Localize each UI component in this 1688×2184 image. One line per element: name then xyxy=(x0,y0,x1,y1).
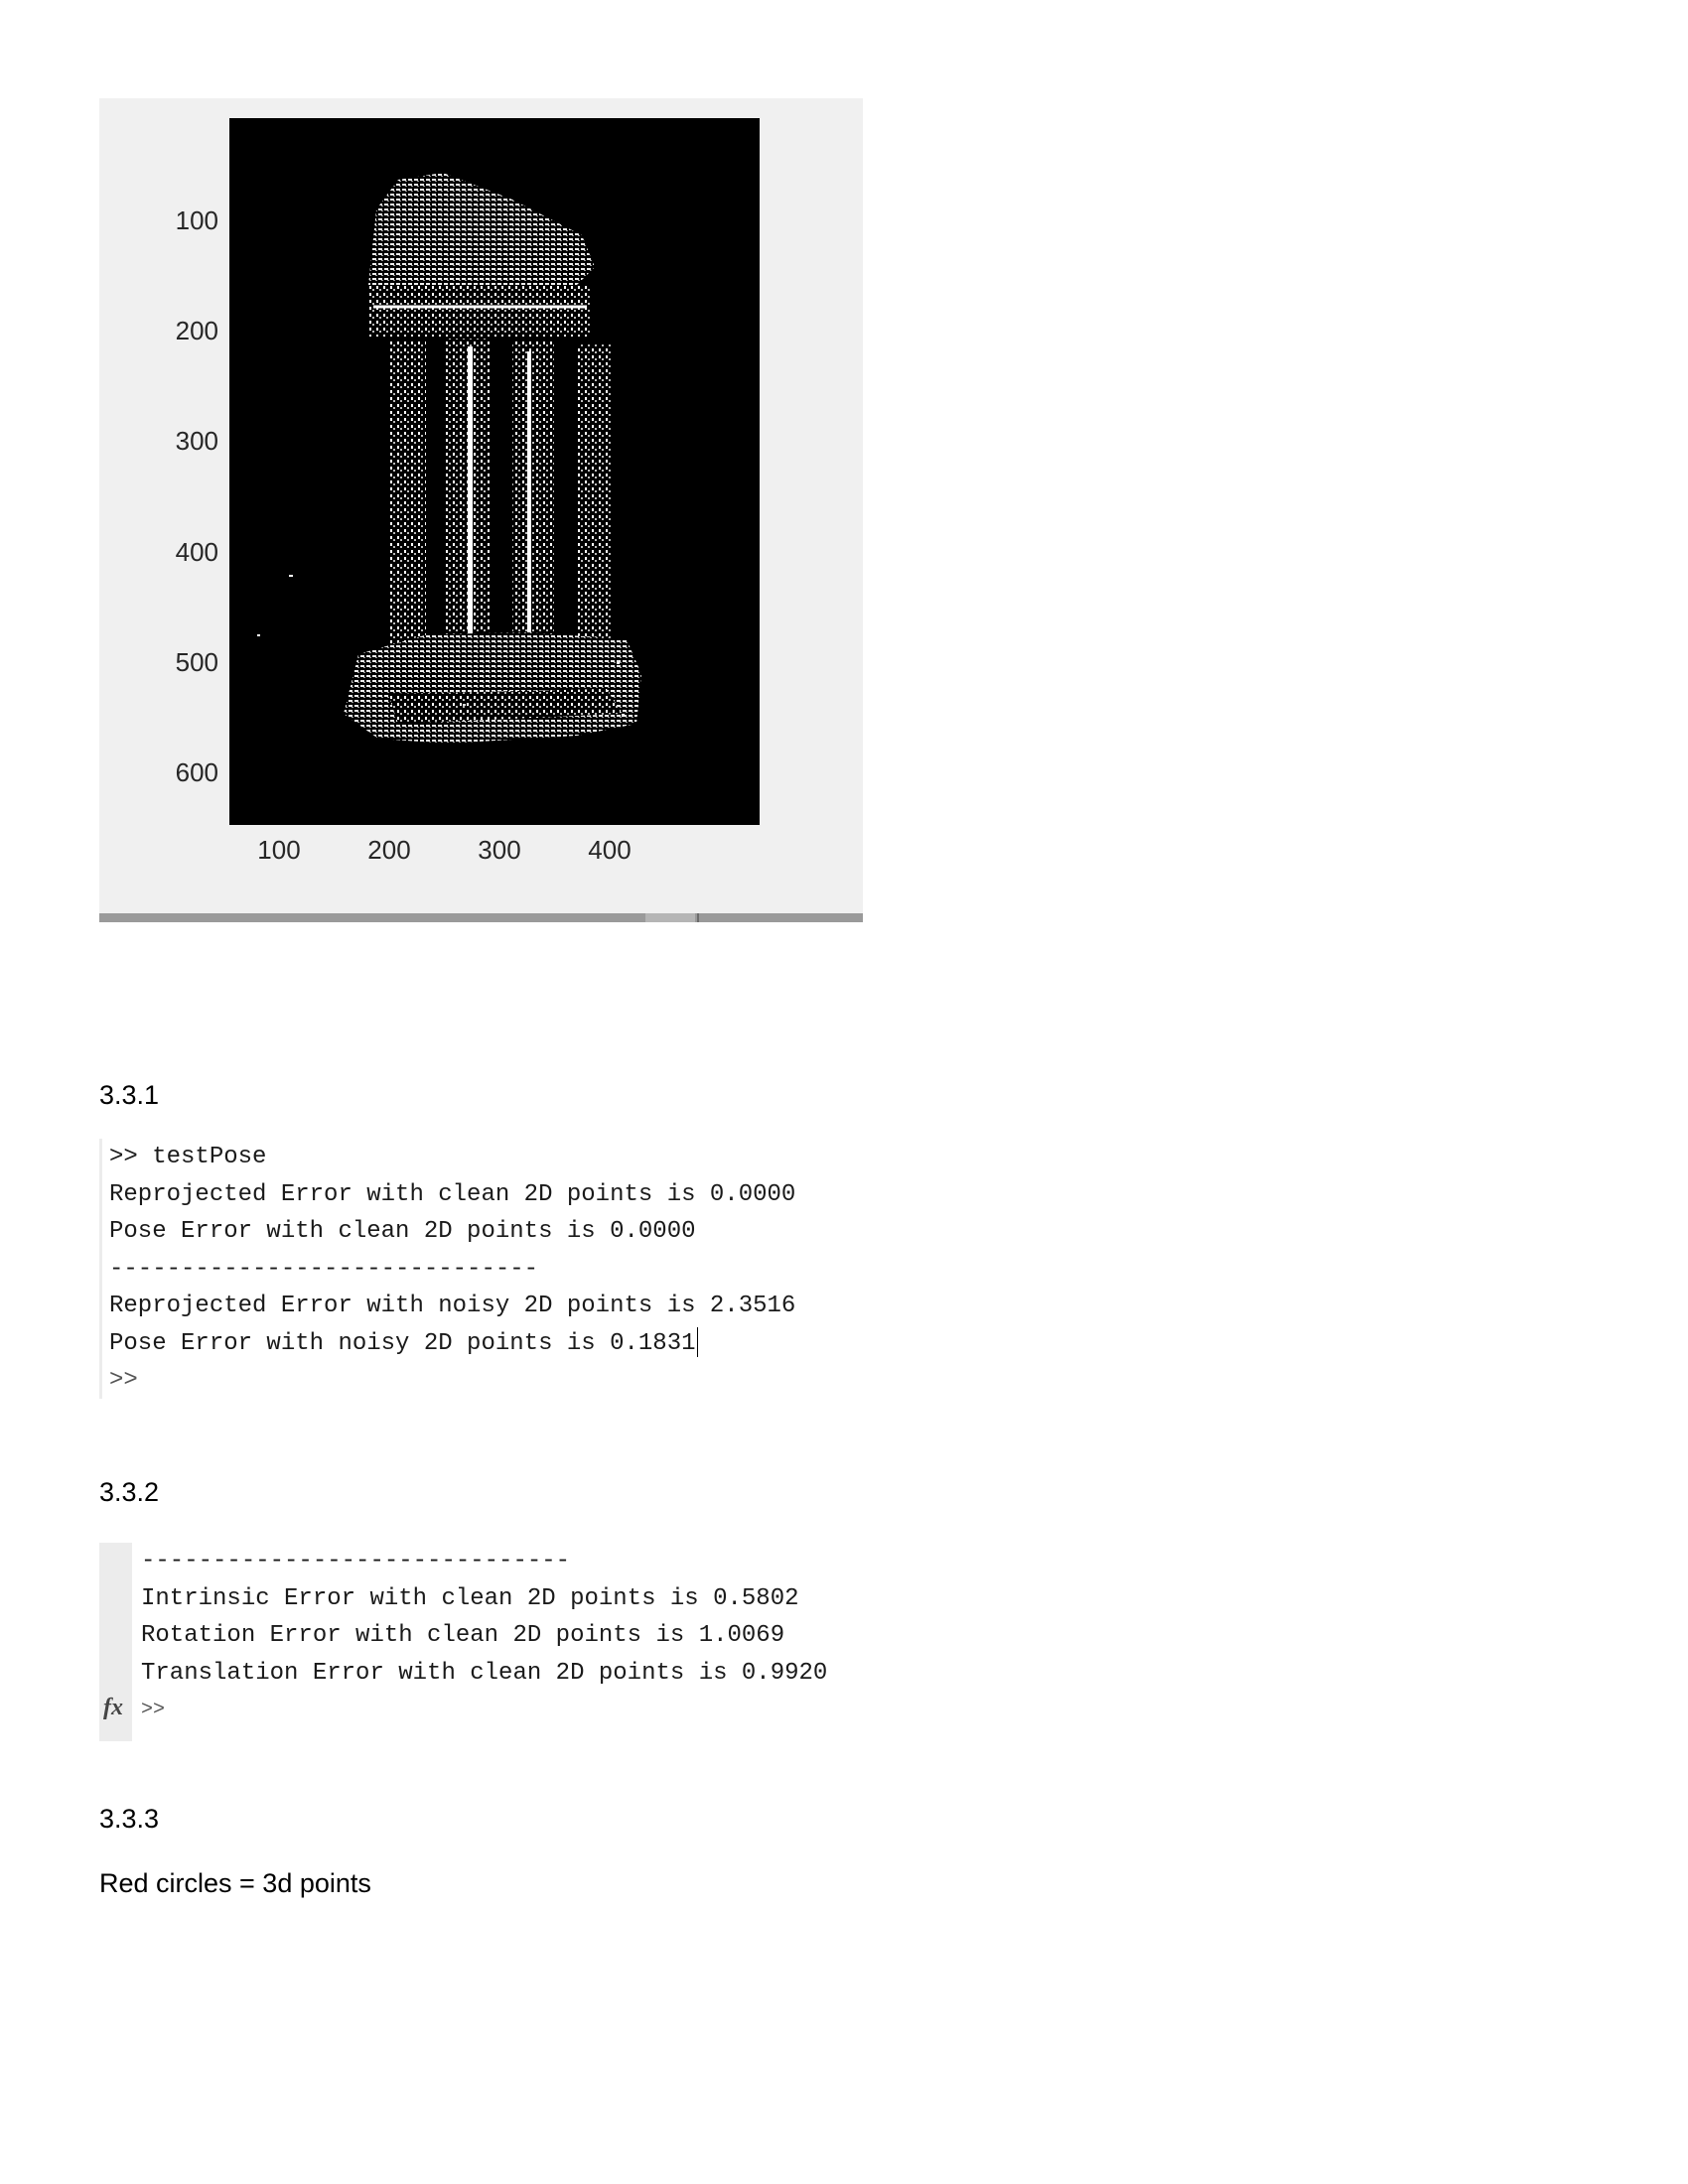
y-tick-label: 600 xyxy=(175,757,218,787)
console-output-test-pose xyxy=(99,1139,796,1400)
console-output-intrinsics xyxy=(99,1543,828,1729)
console-line: >> testPose xyxy=(109,1144,267,1170)
section-heading-3-3-3: 3.3.3 xyxy=(99,1804,160,1834)
console-line-text: Pose Error with noisy 2D points is 0.1831 xyxy=(109,1329,696,1357)
x-tick-label: 300 xyxy=(478,835,521,865)
console-line: Pose Error with clean 2D points is 0.0000 xyxy=(109,1218,696,1245)
fx-icon[interactable]: fx xyxy=(103,1695,123,1720)
y-tick-label: 400 xyxy=(175,537,218,567)
text-caret xyxy=(697,1327,698,1357)
temple-edge-image xyxy=(229,118,760,825)
console-line: Rotation Error with clean 2D points is 1.0069 xyxy=(141,1622,785,1649)
section-heading-3-3-2: 3.3.2 xyxy=(99,1477,160,1507)
console-line: Translation Error with clean 2D points is 0.9920 xyxy=(141,1659,828,1687)
scrollbar-marker xyxy=(697,913,699,922)
horizontal-scrollbar[interactable] xyxy=(99,913,863,922)
y-tick-label: 200 xyxy=(175,316,218,345)
y-tick-label: 100 xyxy=(175,205,218,235)
section-heading-3-3-1: 3.3.1 xyxy=(99,1080,160,1110)
x-tick-label: 200 xyxy=(367,835,411,865)
console-prompt[interactable]: >> xyxy=(141,1699,166,1721)
console-prompt[interactable]: >> xyxy=(109,1367,138,1394)
y-tick-label: 300 xyxy=(175,426,218,456)
figure-window xyxy=(99,98,863,922)
console-line: Reprojected Error with clean 2D points is 0.0000 xyxy=(109,1180,796,1208)
y-tick-label: 500 xyxy=(175,647,218,677)
console-line: Intrinsic Error with clean 2D points is 0.5802 xyxy=(141,1584,799,1612)
console-line: Reprojected Error with noisy 2D points is 2.3516 xyxy=(109,1293,796,1319)
scrollbar-thumb[interactable] xyxy=(645,913,695,922)
console-line: ------------------------------ xyxy=(109,1255,539,1283)
x-tick-label: 400 xyxy=(588,835,632,865)
caption-text: Red circles = 3d points xyxy=(99,1868,371,1898)
image-axes xyxy=(229,118,760,825)
console-line: ------------------------------ xyxy=(141,1548,571,1574)
console-border xyxy=(99,1139,102,1399)
console-line-with-caret xyxy=(109,1325,795,1363)
x-tick-label: 100 xyxy=(257,835,301,865)
